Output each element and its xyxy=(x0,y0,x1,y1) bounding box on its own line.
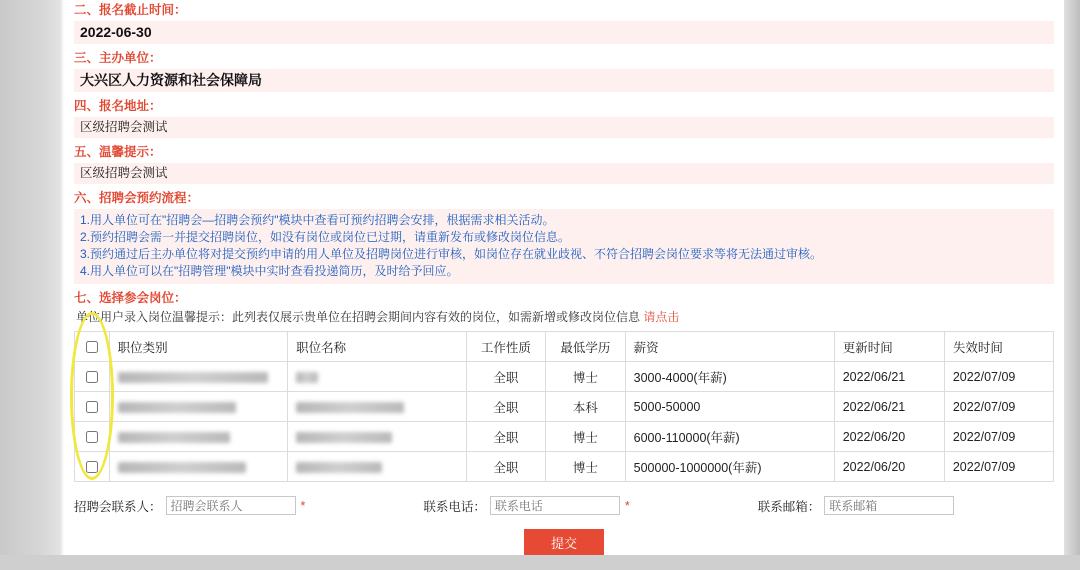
cell-category xyxy=(109,452,287,482)
scrollbar-track[interactable] xyxy=(1064,0,1080,570)
row-checkbox[interactable] xyxy=(86,431,98,443)
submit-button[interactable]: 提交 xyxy=(524,529,604,555)
cell-nature: 全职 xyxy=(466,362,546,392)
process-steps xyxy=(74,209,1054,284)
section-title-jobs: 七、选择参会岗位： xyxy=(74,291,187,305)
row-select-cell[interactable] xyxy=(75,422,110,452)
cell-salary: 6000-110000(年薪) xyxy=(625,422,834,452)
submit-row xyxy=(74,529,1054,555)
row-select-cell[interactable] xyxy=(75,452,110,482)
header-education: 最低学历 xyxy=(546,332,626,362)
phone-label: 联系电话： xyxy=(423,499,486,514)
table-row[interactable] xyxy=(75,392,1054,422)
jobs-table xyxy=(74,331,1054,482)
redacted-name xyxy=(296,372,318,383)
header-updated: 更新时间 xyxy=(834,332,944,362)
cell-salary: 500000-1000000(年薪) xyxy=(625,452,834,482)
deadline-value: 2022-06-30 xyxy=(74,21,1054,44)
cell-category xyxy=(109,422,287,452)
jobs-tip-prefix: 单位用户录入岗位温馨提示： xyxy=(76,310,233,324)
redacted-name xyxy=(296,462,382,473)
table-row[interactable] xyxy=(75,452,1054,482)
cell-education: 博士 xyxy=(546,362,626,392)
contact-required-mark: * xyxy=(300,498,306,513)
contact-input[interactable] xyxy=(166,496,296,515)
header-name: 职位名称 xyxy=(288,332,466,362)
cell-name xyxy=(288,422,466,452)
phone-input[interactable] xyxy=(490,496,620,515)
email-label: 联系邮箱： xyxy=(757,499,821,514)
cell-salary: 5000-50000 xyxy=(625,392,834,422)
section-title-reminder: 五、温馨提示： xyxy=(74,145,162,159)
cell-nature: 全职 xyxy=(466,422,546,452)
organizer-value: 大兴区人力资源和社会保障局 xyxy=(74,69,1054,92)
process-step-1: 1.用人单位可在"招聘会—招聘会预约"模块中查看可预约招聘会安排，根据需求相关活动。 xyxy=(80,213,555,227)
cell-education: 本科 xyxy=(546,392,626,422)
form-content xyxy=(64,2,1064,555)
row-select-cell[interactable] xyxy=(75,362,110,392)
email-input[interactable] xyxy=(824,496,954,515)
cell-expires: 2022/07/09 xyxy=(944,362,1053,392)
cell-category xyxy=(109,362,287,392)
cell-name xyxy=(288,362,466,392)
cell-expires: 2022/07/09 xyxy=(944,422,1053,452)
cell-nature: 全职 xyxy=(466,392,546,422)
contact-form-row xyxy=(74,496,1054,515)
cell-education: 博士 xyxy=(546,452,626,482)
cell-updated: 2022/06/20 xyxy=(834,422,944,452)
header-category: 职位类别 xyxy=(109,332,287,362)
cell-name xyxy=(288,452,466,482)
phone-required-mark: * xyxy=(624,498,630,513)
section-title-process: 六、招聘会预约流程： xyxy=(74,191,200,205)
section-title-organizer: 三、主办单位： xyxy=(74,51,162,65)
section-title-deadline: 二、报名截止时间： xyxy=(74,3,187,17)
redacted-category xyxy=(118,432,230,443)
redacted-category xyxy=(118,462,246,473)
cell-category xyxy=(109,392,287,422)
cell-expires: 2022/07/09 xyxy=(944,452,1053,482)
cell-salary: 3000-4000(年薪) xyxy=(625,362,834,392)
row-checkbox[interactable] xyxy=(86,461,98,473)
row-checkbox[interactable] xyxy=(86,401,98,413)
process-step-2: 2.预约招聘会需一并提交招聘岗位，如没有岗位或岗位已过期，请重新发布或修改岗位信息。 xyxy=(80,230,571,244)
window-bottom-edge xyxy=(0,555,1080,570)
cell-nature: 全职 xyxy=(466,452,546,482)
redacted-category xyxy=(118,402,236,413)
select-all-cell[interactable] xyxy=(75,332,110,362)
jobs-tip-link[interactable]: 请点击 xyxy=(643,310,680,324)
process-step-4: 4.用人单位可以在"招聘管理"模块中实时查看投递简历，及时给予回应。 xyxy=(80,264,459,278)
reminder-value: 区级招聘会测试 xyxy=(74,163,1054,184)
form-sheet xyxy=(64,0,1064,555)
header-expires: 失效时间 xyxy=(944,332,1053,362)
header-salary: 薪资 xyxy=(625,332,834,362)
jobs-tip xyxy=(76,309,1054,326)
cell-education: 博士 xyxy=(546,422,626,452)
table-header-row xyxy=(75,332,1054,362)
cell-updated: 2022/06/21 xyxy=(834,392,944,422)
redacted-name xyxy=(296,402,404,413)
row-checkbox[interactable] xyxy=(86,371,98,383)
table-row[interactable] xyxy=(75,362,1054,392)
redacted-name xyxy=(296,432,392,443)
cell-updated: 2022/06/20 xyxy=(834,452,944,482)
cell-updated: 2022/06/21 xyxy=(834,362,944,392)
select-all-checkbox[interactable] xyxy=(86,341,98,353)
cell-expires: 2022/07/09 xyxy=(944,392,1053,422)
cell-name xyxy=(288,392,466,422)
contact-label: 招聘会联系人： xyxy=(74,499,162,514)
jobs-tip-text: 此列表仅展示贵单位在招聘会期间内容有效的岗位，如需新增或修改岗位信息 xyxy=(232,310,644,324)
table-row[interactable] xyxy=(75,422,1054,452)
header-nature: 工作性质 xyxy=(466,332,546,362)
section-title-address: 四、报名地址： xyxy=(74,99,162,113)
redacted-category xyxy=(118,372,268,383)
process-step-3: 3.预约通过后主办单位将对提交预约申请的用人单位及招聘岗位进行审核，如岗位存在就业歧视、不符合招聘会岗位要求等将无法通过审核。 xyxy=(80,247,823,261)
row-select-cell[interactable] xyxy=(75,392,110,422)
address-value: 区级招聘会测试 xyxy=(74,117,1054,138)
